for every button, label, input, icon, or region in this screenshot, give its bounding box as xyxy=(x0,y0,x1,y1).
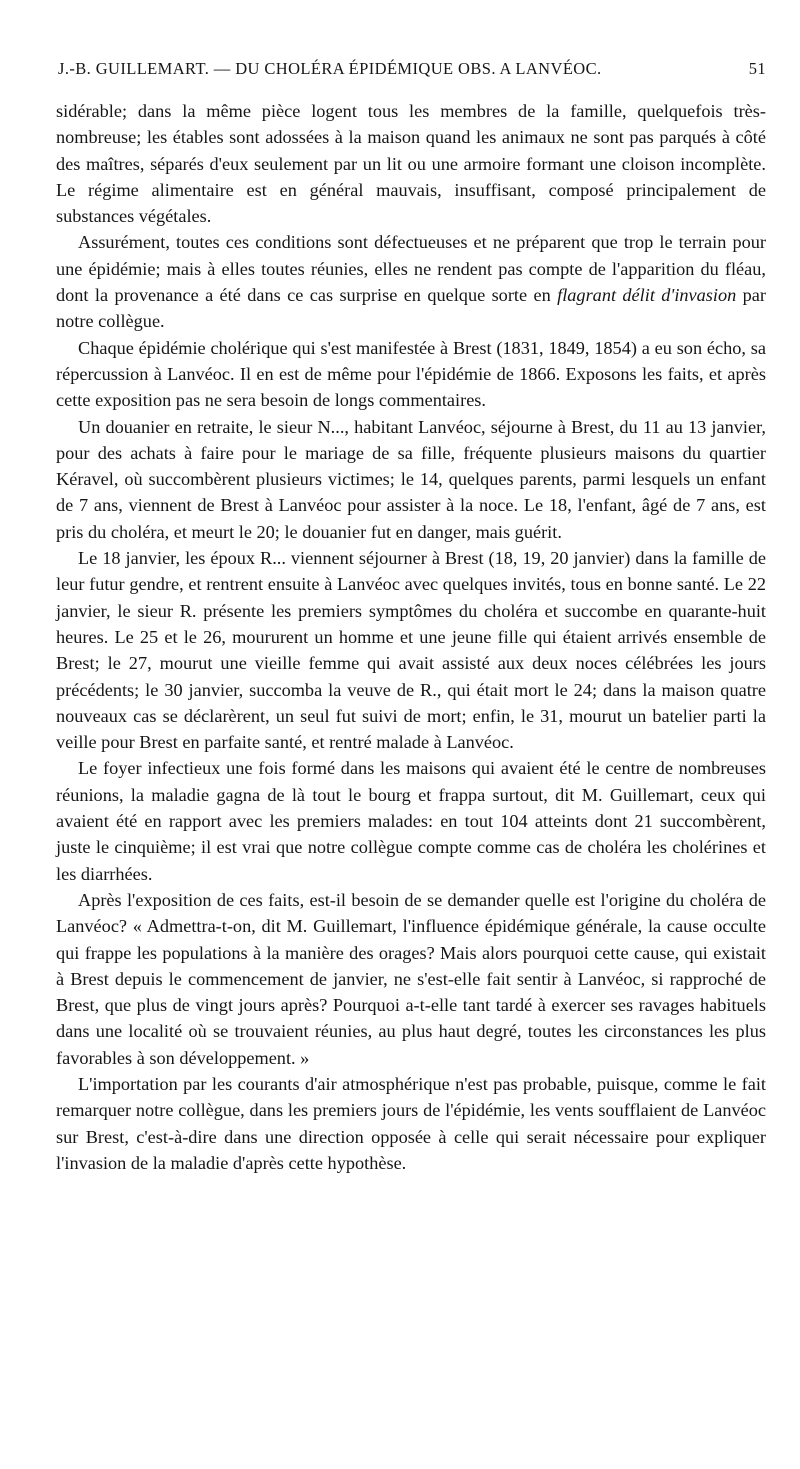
body-text xyxy=(56,98,766,1176)
paragraph-7: Après l'exposition de ces faits, est-il besoin de se demander quelle est l'origine du choléra de Lanvéoc? « Admettra-t-on, dit M. Guillemart, l'influence épidémique générale, la cause occulte qui frappe les populations à la manière des orages? Mais alors pourquoi cette cause, qui existait à Brest depuis le commencement de janvier, ne s'est-elle fait sentir à Lanvéoc, si rapproché de Brest, que plus de vingt jours après? Pourquoi a-t-elle tant tardé à exercer ses ravages habituels dans une localité où se trouvaient réunies, au plus haut degré, toutes les circonstances les plus favorables à son développement. » xyxy=(56,889,766,1068)
paragraph-1: sidérable; dans la même pièce logent tous les membres de la famille, quelquefois très-nombreuse; les étables sont adossées à la maison quand les animaux ne sont pas parqués à côté des maîtres, séparés d'eux seulement par un lit ou une armoire formant une cloison incomplète. Le régime alimentaire est en général mauvais, insuffisant, composé principalement de substances végétales. xyxy=(56,101,766,227)
paragraph-2 xyxy=(56,229,766,334)
paragraph-6: Le foyer infectieux une fois formé dans les maisons qui avaient été le centre de nombreuses réunions, la maladie gagna de là tout le bourg et frappa surtout, dit M. Guillemart, ceux qui avaient été en rapport avec les premiers malades: en tout 104 atteints dont 21 succombèrent, juste le cinquième; il est vrai que notre collègue compte comme cas de choléra les cholérines et les diarrhées. xyxy=(56,758,766,884)
running-title: J.-B. GUILLEMART. — DU CHOLÉRA ÉPIDÉMIQUE OBS. A LANVÉOC. xyxy=(58,59,602,78)
paragraph-2-text-end: par notre collègue. xyxy=(56,285,766,332)
running-header xyxy=(58,59,766,79)
page-number: 51 xyxy=(748,59,766,78)
paragraph-4: Un douanier en retraite, le sieur N..., habitant Lanvéoc, séjourne à Brest, du 11 au 13 janvier, pour des achats à faire pour le mariage de sa fille, fréquente plusieurs maisons du quartier Kéravel, où succombèrent plusieurs victimes; le 14, quelques parents, parmi lesquels un enfant de 7 ans, viennent de Brest à Lanvéoc pour assister à la noce. Le 18, l'enfant, âgé de 7 ans, est pris du choléra, et meurt le 20; le douanier fut en danger, mais guérit. xyxy=(56,416,766,542)
paragraph-5: Le 18 janvier, les époux R... viennent séjourner à Brest (18, 19, 20 janvier) dans la famille de leur futur gendre, et rentrent ensuite à Lanvéoc avec quelques invités, tous en bonne santé. Le 22 janvier, le sieur R. présente les premiers symptômes du choléra et succombe en quarante-huit heures. Le 25 et le 26, moururent un homme et une jeune fille qui étaient arrivés ensemble de Brest; le 27, mourut une vieille femme qui avait assisté aux deux noces célébrées les jours précédents; le 30 janvier, succomba la veuve de R., qui était mort le 24; dans la maison quatre nouveaux cas se déclarèrent, un seul fut suivi de mort; enfin, le 31, mourut un batelier parti la veille pour Brest en parfaite santé, et rentré malade à Lanvéoc. xyxy=(56,548,766,753)
paragraph-2-text: Assurément, toutes ces conditions sont défectueuses et ne préparent que trop le terrain pour une épidémie; mais à elles toutes réunies, elles ne rendent pas compte de l'apparition du fléau, dont la provenance a été dans ce cas surprise en quelque sorte en xyxy=(56,232,766,306)
paragraph-2-italic: flagrant délit d'invasion xyxy=(557,285,737,306)
paragraph-3: Chaque épidémie cholérique qui s'est manifestée à Brest (1831, 1849, 1854) a eu son écho, sa répercussion à Lanvéoc. Il en est de même pour l'épidémie de 1866. Exposons les faits, et après cette exposition pas ne sera besoin de longs commentaires. xyxy=(56,337,766,411)
paragraph-8: L'importation par les courants d'air atmosphérique n'est pas probable, puisque, comme le fait remarquer notre collègue, dans les premiers jours de l'épidémie, les vents soufflaient de Lanvéoc sur Brest, c'est-à-dire dans une direction opposée à celle qui serait nécessaire pour expliquer l'invasion de la maladie d'après cette hypothèse. xyxy=(56,1073,766,1173)
